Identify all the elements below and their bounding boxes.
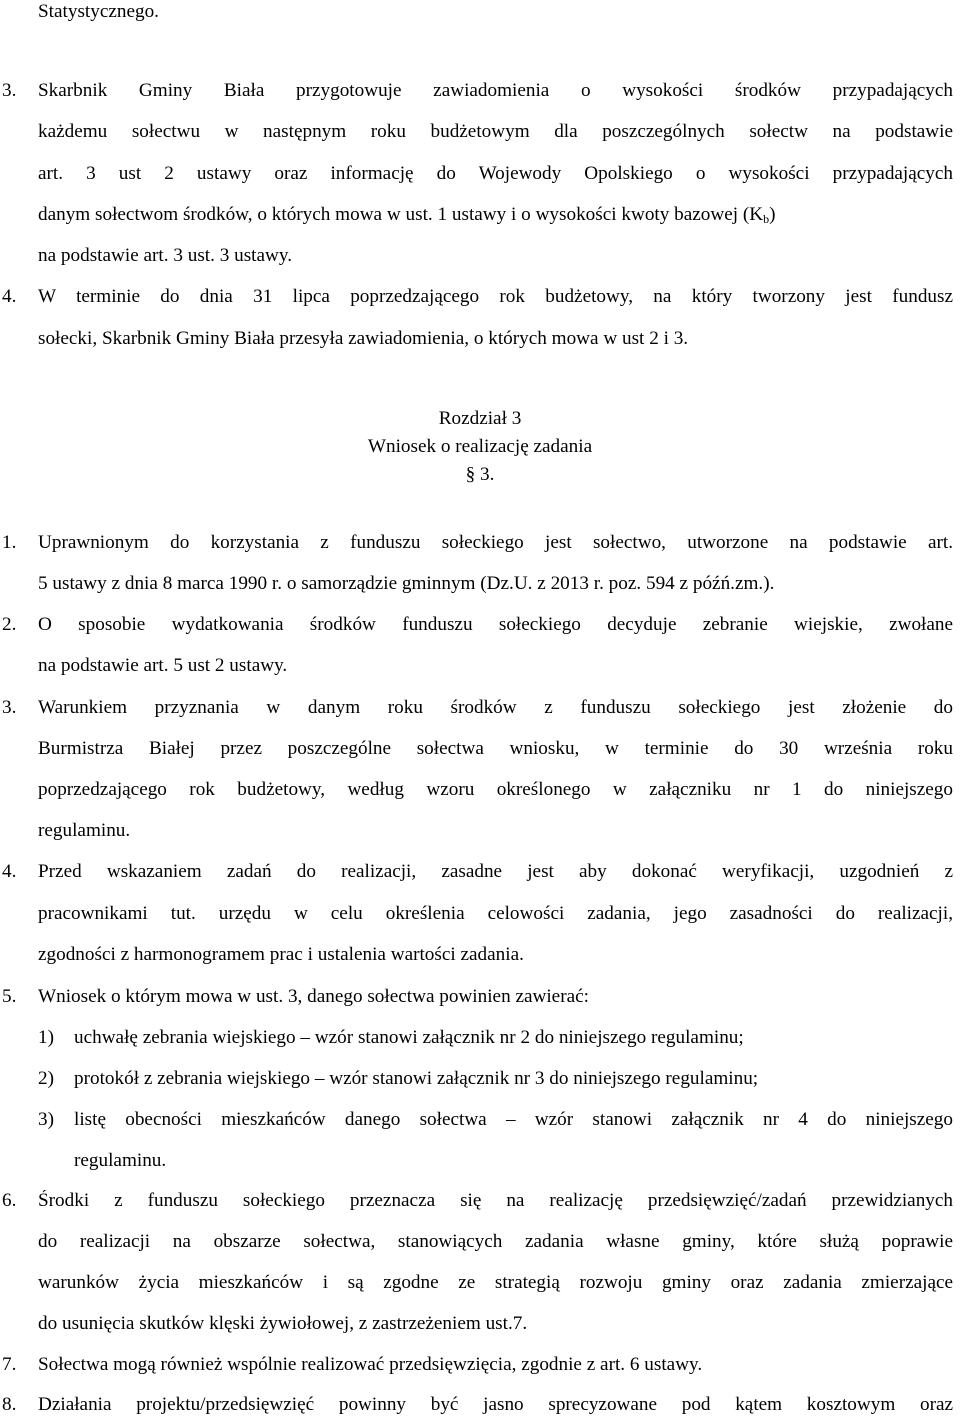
chapter-title: Rozdział 3 <box>438 408 522 429</box>
item-number: 6. <box>2 1190 17 1211</box>
item-number: 4. <box>2 861 17 882</box>
item-line: pracownikami tut. urzędu w celu określenia celowości zadania, jego zasadności do realizacji, <box>38 903 953 924</box>
item-line: Działania projektu/przedsięwzięć powinny być jasno sprecyzowane pod kątem kosztowym oraz <box>38 1394 953 1415</box>
item-line: do usunięcia skutków klęski żywiołowej, z zastrzeżeniem ust.7. <box>38 1313 528 1334</box>
paragraph-number: 3. <box>2 80 17 101</box>
paragraph-number: 4. <box>2 286 17 307</box>
item-line: O sposobie wydatkowania środków funduszu sołeckiego decyduje zebranie wiejskie, zwołane <box>38 614 953 635</box>
kb-subscript: b <box>763 212 770 226</box>
paragraph-line: sołecki, Skarbnik Gminy Biała przesyła zawiadomienia, o których mowa w ust 2 i 3. <box>38 328 689 349</box>
sub-item-line: listę obecności mieszkańców danego sołectwa – wzór stanowi załącznik nr 4 do niniejszego <box>74 1109 953 1130</box>
item-number: 8. <box>2 1394 17 1415</box>
item-line: Burmistrza Białej przez poszczególne sołectwa wniosku, w terminie do 30 września roku <box>38 738 953 759</box>
item-number: 7. <box>2 1354 17 1375</box>
section-mark: § 3. <box>465 464 495 485</box>
item-line: na podstawie art. 5 ust 2 ustawy. <box>38 655 288 676</box>
sub-item-line: uchwałę zebrania wiejskiego – wzór stanowi załącznik nr 2 do niniejszego regulaminu; <box>74 1027 744 1048</box>
sub-item-number: 3) <box>38 1109 54 1130</box>
closing-paren: ) <box>769 204 776 225</box>
paragraph-line-with-subscript <box>38 204 776 230</box>
sub-item-line: protokół z zebrania wiejskiego – wzór stanowi załącznik nr 3 do niniejszego regulaminu; <box>74 1068 759 1089</box>
sub-item-number: 1) <box>38 1027 54 1048</box>
sub-item-number: 2) <box>38 1068 54 1089</box>
item-number: 3. <box>2 697 17 718</box>
item-line: Przed wskazaniem zadań do realizacji, zasadne jest aby dokonać weryfikacji, uzgodnień z <box>38 861 953 882</box>
paragraph-line-text: danym sołectwom środków, o których mowa w ust. 1 ustawy i o wysokości kwoty bazowej (K <box>38 204 764 225</box>
item-line: warunków życia mieszkańców i są zgodne ze strategią rozwoju gminy oraz zadania zmierzające <box>38 1272 953 1293</box>
item-line: do realizacji na obszarze sołectwa, stanowiących zadania własne gminy, które służą poprawie <box>38 1231 953 1252</box>
item-line: 5 ustawy z dnia 8 marca 1990 r. o samorządzie gminnym (Dz.U. z 2013 r. poz. 594 z późń.zm.). <box>38 573 775 594</box>
paragraph-line: każdemu sołectwu w następnym roku budżetowym dla poszczególnych sołectw na podstawie <box>38 121 953 142</box>
paragraph-line: W terminie do dnia 31 lipca poprzedzającego rok budżetowy, na który tworzony jest fundusz <box>38 286 953 307</box>
item-line: Środki z funduszu sołeckiego przeznacza się na realizację przedsięwzięć/zadań przewidzianych <box>38 1190 953 1211</box>
paragraph-line: Skarbnik Gminy Biała przygotowuje zawiadomienia o wysokości środków przypadających <box>38 80 953 101</box>
sub-item-line: regulaminu. <box>74 1150 167 1171</box>
item-line: regulaminu. <box>38 820 131 841</box>
item-line: Uprawnionym do korzystania z funduszu sołeckiego jest sołectwo, utworzone na podstawie art. <box>38 532 953 553</box>
intro-tail-text: Statystycznego. <box>38 1 159 22</box>
item-line: zgodności z harmonogramem prac i ustalenia wartości zadania. <box>38 944 524 965</box>
item-number: 5. <box>2 986 17 1007</box>
item-number: 1. <box>2 532 17 553</box>
item-number: 2. <box>2 614 17 635</box>
item-line: Warunkiem przyznania w danym roku środków z funduszu sołeckiego jest złożenie do <box>38 697 953 718</box>
item-line: Wniosek o którym mowa w ust. 3, danego sołectwa powinien zawierać: <box>38 986 589 1007</box>
item-line: Sołectwa mogą również wspólnie realizować przedsięwzięcia, zgodnie z art. 6 ustawy. <box>38 1354 703 1375</box>
item-line: poprzedzającego rok budżetowy, według wzoru określonego w załączniku nr 1 do niniejszego <box>38 779 953 800</box>
paragraph-line: art. 3 ust 2 ustawy oraz informację do Wojewody Opolskiego o wysokości przypadających <box>38 163 953 184</box>
chapter-subtitle: Wniosek o realizację zadania <box>367 436 593 457</box>
paragraph-line: na podstawie art. 3 ust. 3 ustawy. <box>38 245 293 266</box>
